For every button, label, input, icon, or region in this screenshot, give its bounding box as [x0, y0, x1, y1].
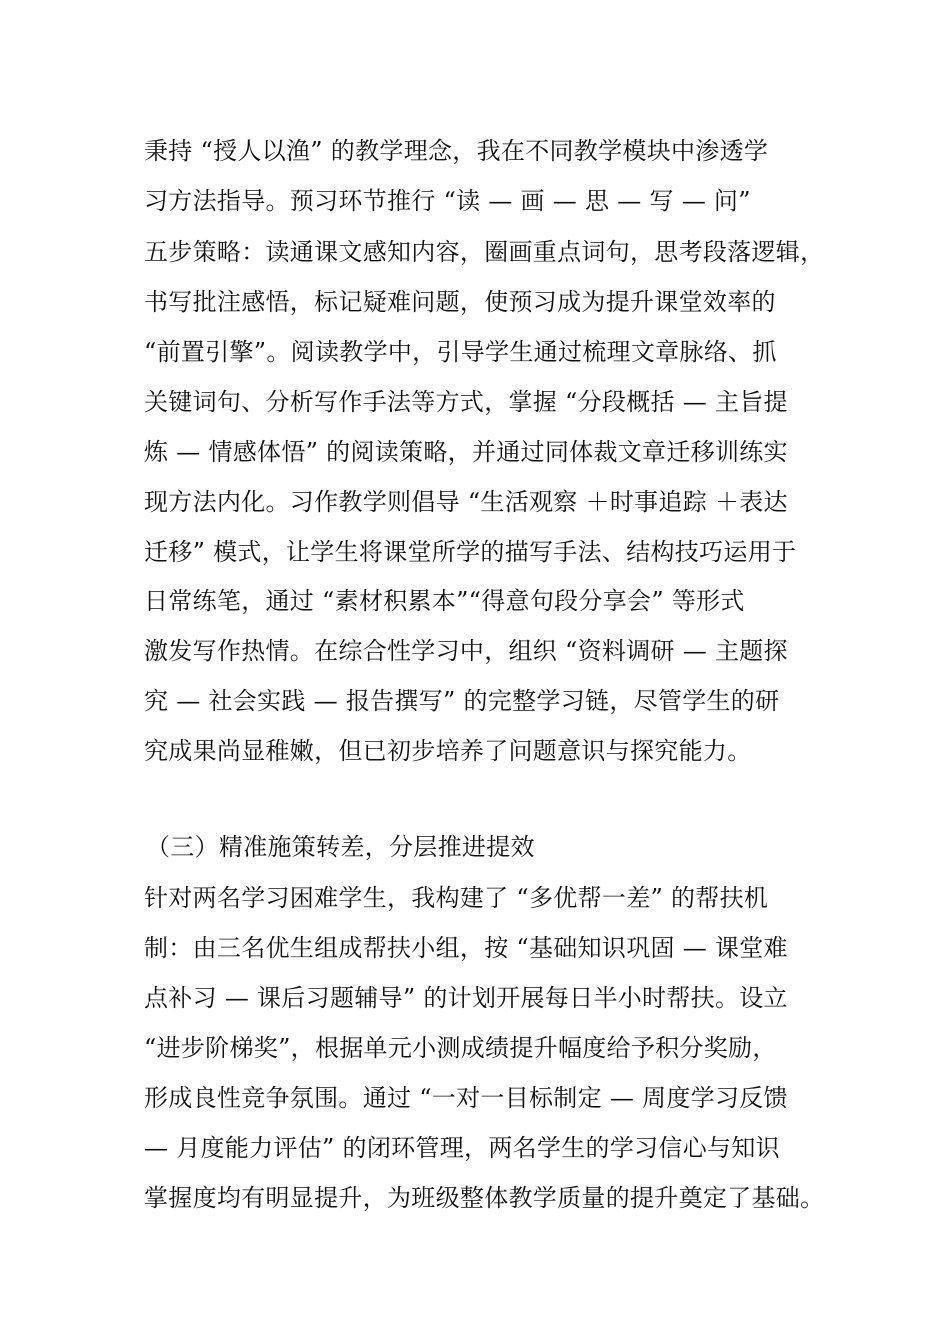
- paragraph-1-line-1: 秉持 “授人以渔” 的教学理念，我在不同教学模块中渗透学: [144, 137, 769, 165]
- paragraph-1-line-8: 现方法内化。习作教学则倡导 “生活观察 ＋时事追踪 ＋表达: [144, 488, 788, 516]
- paragraph-2-line-6: — 月度能力评估” 的闭环管理，两名学生的学习信心与知识: [144, 1134, 780, 1162]
- paragraph-1-line-5: “前置引擎”。阅读教学中，引导学生通过梳理文章脉络、抓: [144, 338, 777, 366]
- paragraph-2-line-7: 掌握度均有明显提升，为班级整体教学质量的提升奠定了基础。: [144, 1184, 825, 1212]
- paragraph-1-line-13: 究成果尚显稚嫩，但已初步培养了问题意识与探究能力。: [144, 737, 752, 765]
- paragraph-2-line-4: “进步阶梯奖”，根据单元小测成绩提升幅度给予积分奖励，: [144, 1034, 777, 1062]
- paragraph-1-line-3: 五步策略：读通课文感知内容，圈画重点词句，思考段落逻辑，: [144, 238, 825, 266]
- paragraph-1-line-7: 炼 — 情感体悟” 的阅读策略，并通过同体裁文章迁移训练实: [144, 438, 788, 466]
- paragraph-1-line-4: 书写批注感悟，标记疑难问题，使预习成为提升课堂效率的: [144, 288, 776, 316]
- paragraph-1-line-2: 习方法指导。预习环节推行 “读 — 画 — 思 — 写 — 问”: [144, 187, 751, 215]
- paragraph-2-line-2: 制：由三名优生组成帮扶小组，按 “基础知识巩固 — 课堂难: [144, 934, 788, 962]
- paragraph-1-line-11: 激发写作热情。在综合性学习中，组织 “资料调研 — 主题探: [144, 637, 788, 665]
- paragraph-1-line-6: 关键词句、分析写作手法等方式，掌握 “分段概括 — 主旨提: [144, 388, 788, 416]
- section-heading: （三）精准施策转差，分层推进提效: [146, 833, 535, 861]
- paragraph-2-line-3: 点补习 — 课后习题辅导” 的计划开展每日半小时帮扶。设立: [144, 984, 788, 1012]
- paragraph-2-line-1: 针对两名学习困难学生，我构建了 “多优帮一差” 的帮扶机: [144, 884, 769, 912]
- paragraph-1-line-10: 日常练笔，通过 “素材积累本”“得意句段分享会” 等形式: [144, 587, 745, 615]
- paragraph-2-line-5: 形成良性竞争氛围。通过 “一对一目标制定 — 周度学习反馈: [144, 1084, 788, 1112]
- paragraph-1-line-12: 究 — 社会实践 — 报告撰写” 的完整学习链，尽管学生的研: [144, 687, 780, 715]
- paragraph-1-line-9: 迁移” 模式，让学生将课堂所学的描写手法、结构技巧运用于: [144, 538, 797, 566]
